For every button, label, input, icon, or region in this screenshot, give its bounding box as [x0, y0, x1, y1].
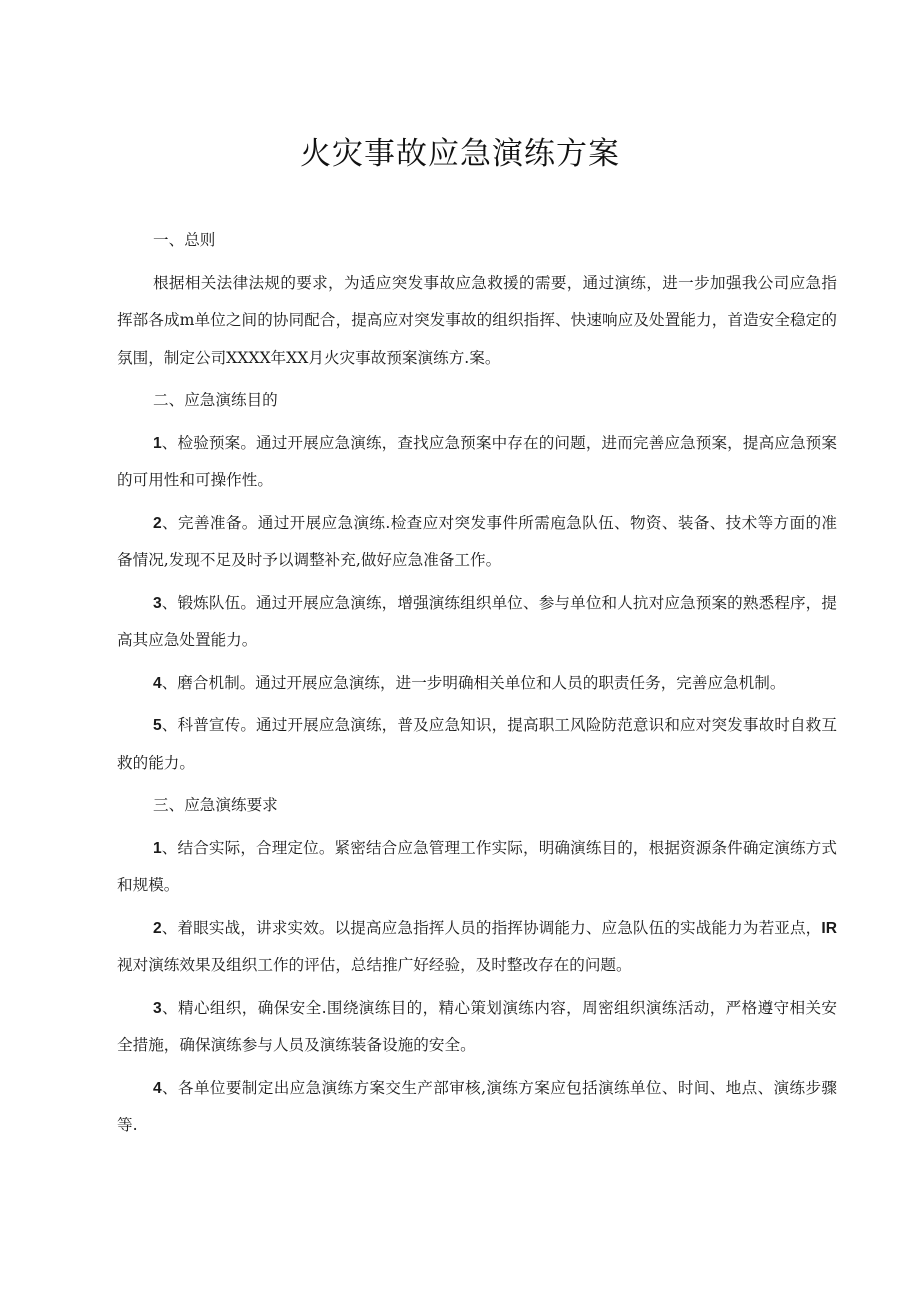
- purpose-item: [117, 585, 837, 660]
- purpose-item: [117, 505, 837, 580]
- item-text: 视对演练效果及组织工作的评估，总结推广好经验，及时整改存在的问题。: [117, 956, 632, 974]
- purpose-item: [117, 665, 837, 703]
- section-heading-requirements: 三、应急演练要求: [153, 796, 278, 814]
- item-number: 5: [153, 717, 162, 734]
- item-text: 、完善准备。通过开展应急演练.检查应对突发事件所需庖急队伍、物资、装备、技术等方面的准备情况,发现不足及时予以调整补充,做好应急准备工作。: [117, 513, 837, 569]
- document-title: 火灾事故应急演练方案: [300, 136, 620, 172]
- item-number: 4: [153, 1079, 162, 1097]
- item-text: 、磨合机制。通过开展应急演练，进一步明确相关单位和人员的职责任务，完善应急机制。: [161, 673, 786, 692]
- item-highlight: IR: [821, 919, 837, 937]
- item-text: 、锻炼队伍。通过开展应急演练，增强演练组织单位、参与单位和人抗对应急预案的熟悉程序，提高其应急处置能力。: [117, 593, 837, 649]
- purpose-item: [117, 707, 837, 782]
- section-heading-general: 一、总则: [153, 231, 216, 249]
- item-number: 2: [153, 514, 162, 532]
- item-number: 3: [153, 594, 162, 612]
- item-text: 、检验预案。通过开展应急演练，查找应急预案中存在的问题，进而完善应急预案，提高应急预案的可用性和可操作性。: [117, 433, 837, 489]
- item-text: 、各单位要制定出应急演练方案交生产部审核,演练方案应包括演练单位、时间、地点、演练步骤等.: [117, 1078, 837, 1134]
- requirement-item: [117, 1070, 837, 1145]
- document-body: [117, 222, 837, 1150]
- requirement-item: [117, 990, 837, 1065]
- item-number: 1: [153, 839, 162, 857]
- requirement-item: [117, 910, 837, 985]
- item-number: 2: [153, 919, 162, 937]
- item-text: 、结合实际，合理定位。紧密结合应急管理工作实际，明确演练目的，根据资源条件确定演练方式和规模。: [117, 838, 837, 894]
- item-text: 、着眼实战，讲求实效。以提高应急指挥人员的指挥协调能力、应急队伍的实战能力为若亚点，: [161, 918, 822, 937]
- general-paragraph: 根据相关法律法规的要求，为适应突发事故应急救援的需要，通过演练，进一步加强我公司应急指挥部各成m单位之间的协同配合，提高应对突发事故的组织指挥、快速响应及处置能力，首造安全稳定的氛围，制定公司XXXX年XX月火灾事故预案演练方.案。: [117, 273, 837, 367]
- item-number: 4: [153, 674, 162, 692]
- requirement-item: [117, 830, 837, 905]
- purpose-item: [117, 425, 837, 500]
- item-number: 1: [153, 434, 162, 452]
- item-text: 、科普宣传。通过开展应急演练，普及应急知识，提高职工风险防范意识和应对突发事故时自救互救的能力。: [117, 716, 837, 772]
- item-text: 、精心组织，确保安全.围绕演练目的，精心策划演练内容，周密组织演练活动，严格遵守相关安全措施，确保演练参与人员及演练装备设施的安全。: [117, 998, 837, 1054]
- section-heading-purpose: 二、应急演练目的: [153, 391, 278, 409]
- item-number: 3: [153, 999, 162, 1017]
